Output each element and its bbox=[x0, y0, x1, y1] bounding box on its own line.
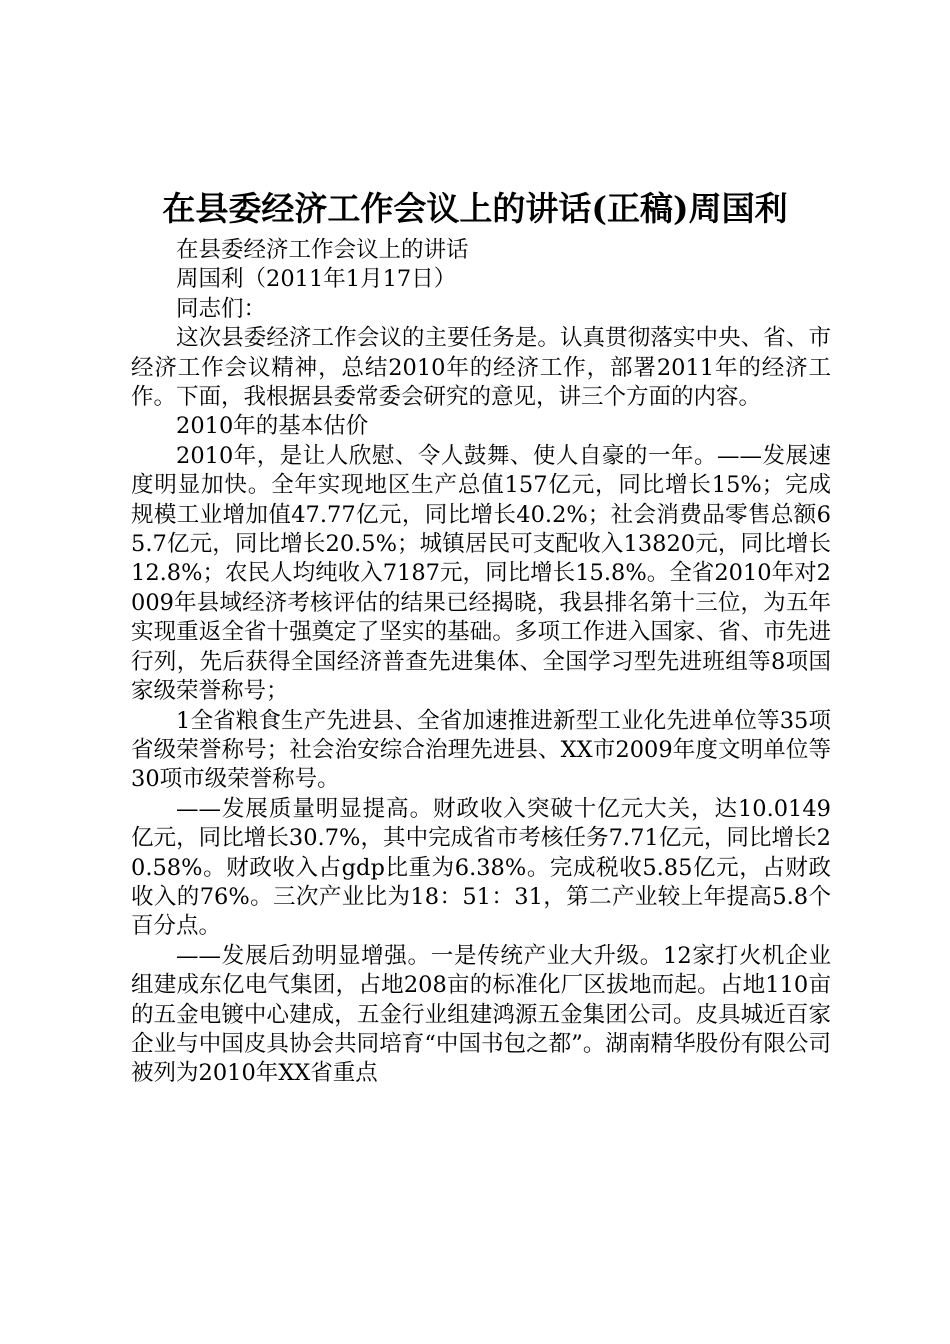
body-paragraph: 1全省粮食生产先进县、全省加速推进新型工业化先进单位等35项省级荣誉称号；社会治安综合治理先进县、XX市2009年度文明单位等30项市级荣誉称号。 bbox=[131, 707, 831, 793]
section-heading: 2010年的基本估价 bbox=[176, 413, 369, 440]
speech-heading: 在县委经济工作会议上的讲话 bbox=[176, 237, 469, 263]
body-paragraph: 这次县委经济工作会议的主要任务是。认真贯彻落实中央、省、市经济工作会议精神，总结2010年的经济工作，部署2011年的经济工作。下面，我根据县委常委会研究的意见，讲三个方面的内容。 bbox=[131, 325, 831, 411]
speaker-date-line: 周国利（2011年1月17日） bbox=[176, 266, 457, 293]
body-paragraph: ——发展质量明显提高。财政收入突破十亿元大关，达10.0149亿元，同比增长30.7%，其中完成省市考核任务7.71亿元，同比增长20.58%。财政收入占gdp比重为6.38%。完成税收5.85亿元，占财政收入的76%。三次产业比为18：51：31，第二产业较上年提高5.8个百分点。 bbox=[131, 795, 831, 940]
salutation: 同志们： bbox=[176, 295, 267, 322]
body-paragraph: ——发展后劲明显增强。一是传统产业大升级。12家打火机企业组建成东亿电气集团，占地208亩的标准化厂区拔地而起。占地110亩的五金电镀中心建成，五金行业组建鸿源五金集团公司。皮具城近百家企业与中国皮具协会共同培育“中国书包之都”。湖南精华股份有限公司被列为2010年XX省重点 bbox=[131, 942, 831, 1087]
document-title: 在县委经济工作会议上的讲话(正稿)周国利 bbox=[162, 189, 788, 228]
document-body bbox=[131, 236, 831, 1089]
body-paragraph: 2010年，是让人欣慰、令人鼓舞、使人自豪的一年。——发展速度明显加快。全年实现地区生产总值157亿元，同比增长15%；完成规模工业增加值47.77亿元，同比增长40.2%；社会消费品零售总额65.7亿元，同比增长20.5%；城镇居民可支配收入13820元，同比增长12.8%；农民人均纯收入7187元，同比增长15.8%。全省2010年对2009年县域经济考核评估的结果已经揭晓，我县排名第十三位，为五年实现重返全省十强奠定了坚实的基础。多项工作进入国家、省、市先进行列，先后获得全国经济普查先进集体、全国学习型先进班组等8项国家级荣誉称号； bbox=[131, 442, 831, 705]
